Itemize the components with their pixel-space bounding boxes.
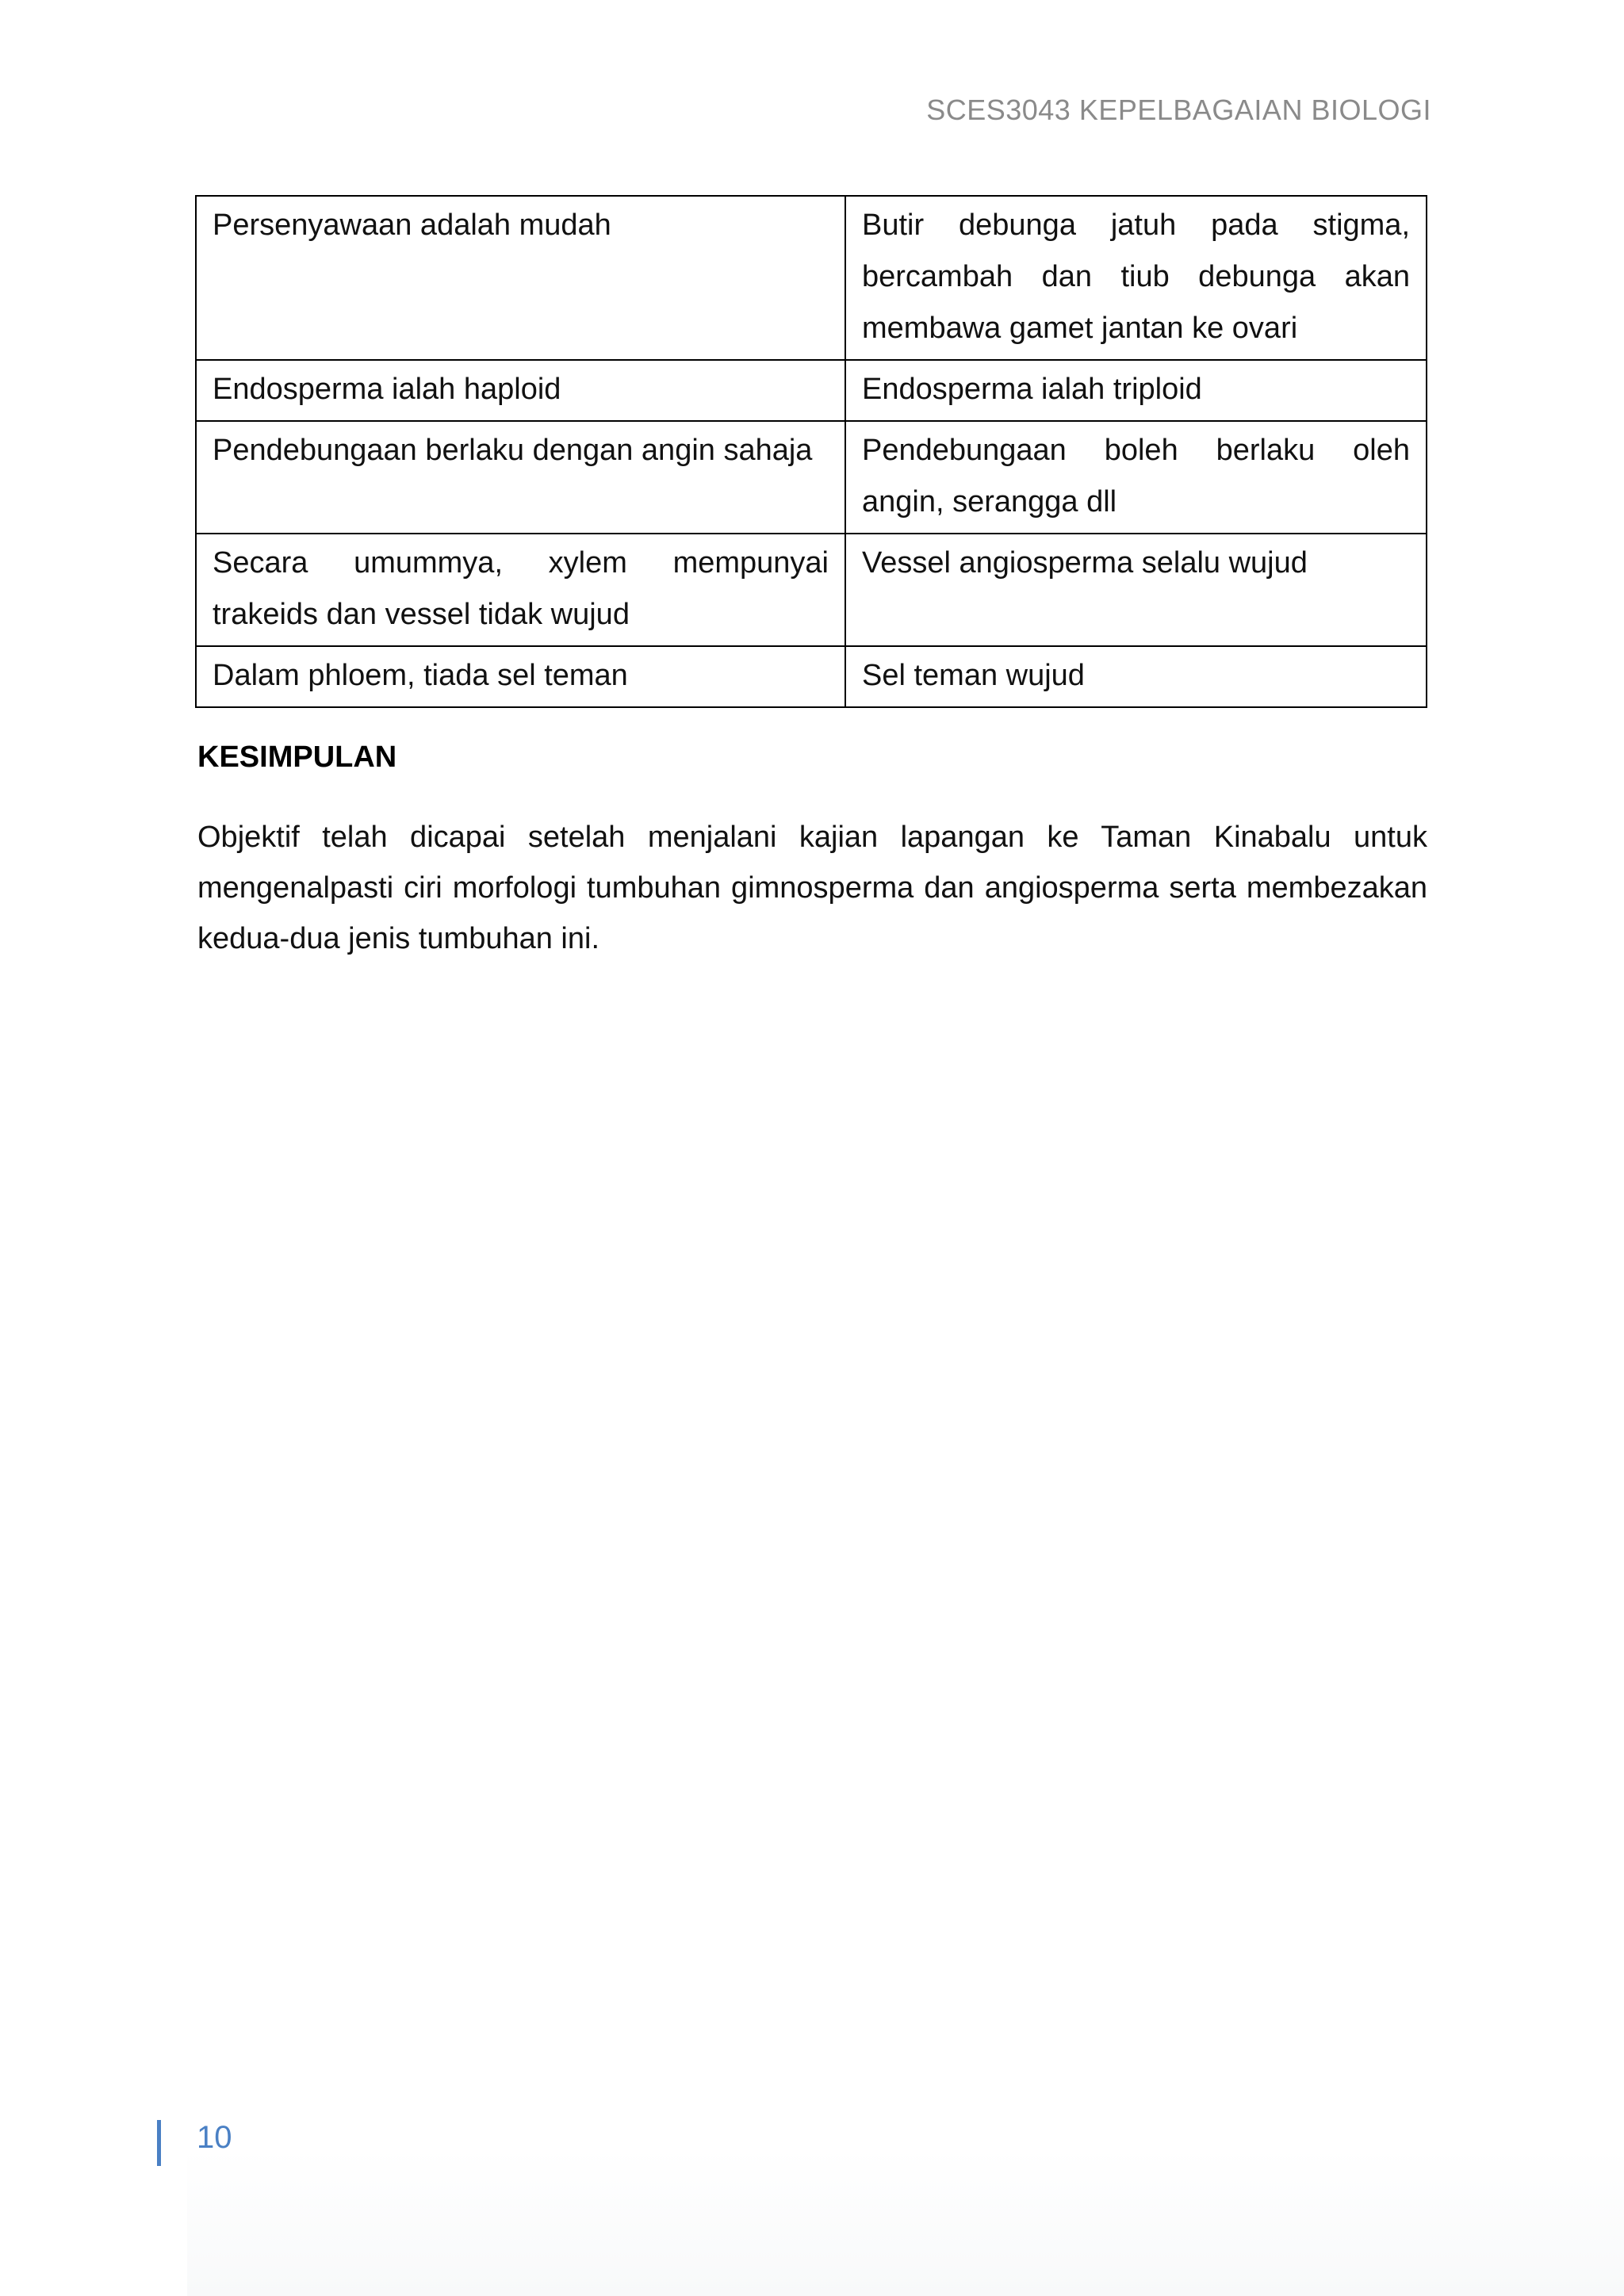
running-header: SCES3043 KEPELBAGAIAN BIOLOGI — [926, 94, 1431, 126]
conclusion-paragraph: Objektif telah dicapai setelah menjalani kajian lapangan ke Taman Kinabalu untuk mengenalpasti ciri morfologi tumbuhan gimnosperma dan angiosperma serta membezakan kedua-dua jenis tumbuhan ini. — [197, 821, 1427, 955]
table-cell-left: Dalam phloem, tiada sel teman — [196, 646, 845, 707]
table-cell-right: Butir debunga jatuh pada stigma, bercambah dan tiub debunga akan membawa gamet jantan ke ovari — [845, 196, 1427, 360]
table-cell-left: Persenyawaan adalah mudah — [196, 196, 845, 360]
table-row — [196, 646, 1427, 707]
table-row — [196, 421, 1427, 534]
table-row — [196, 534, 1427, 646]
table-cell-right: Pendebungaan boleh berlaku oleh angin, serangga dll — [845, 421, 1427, 534]
table-cell-left: Secara umummya, xylem mempunyai trakeids dan vessel tidak wujud — [196, 534, 845, 646]
table-cell-left: Pendebungaan berlaku dengan angin sahaja — [196, 421, 845, 534]
page-number-bar — [157, 2120, 161, 2166]
table-cell-right: Endosperma ialah triploid — [845, 360, 1427, 421]
comparison-table — [195, 195, 1427, 708]
section-title: KESIMPULAN — [197, 740, 397, 774]
page-bottom-shade — [187, 2149, 1624, 2296]
table-cell-right: Vessel angiosperma selalu wujud — [845, 534, 1427, 646]
table-row — [196, 360, 1427, 421]
table-cell-left: Endosperma ialah haploid — [196, 360, 845, 421]
table-row — [196, 196, 1427, 360]
table-cell-right: Sel teman wujud — [845, 646, 1427, 707]
page-number: 10 — [197, 2120, 232, 2155]
